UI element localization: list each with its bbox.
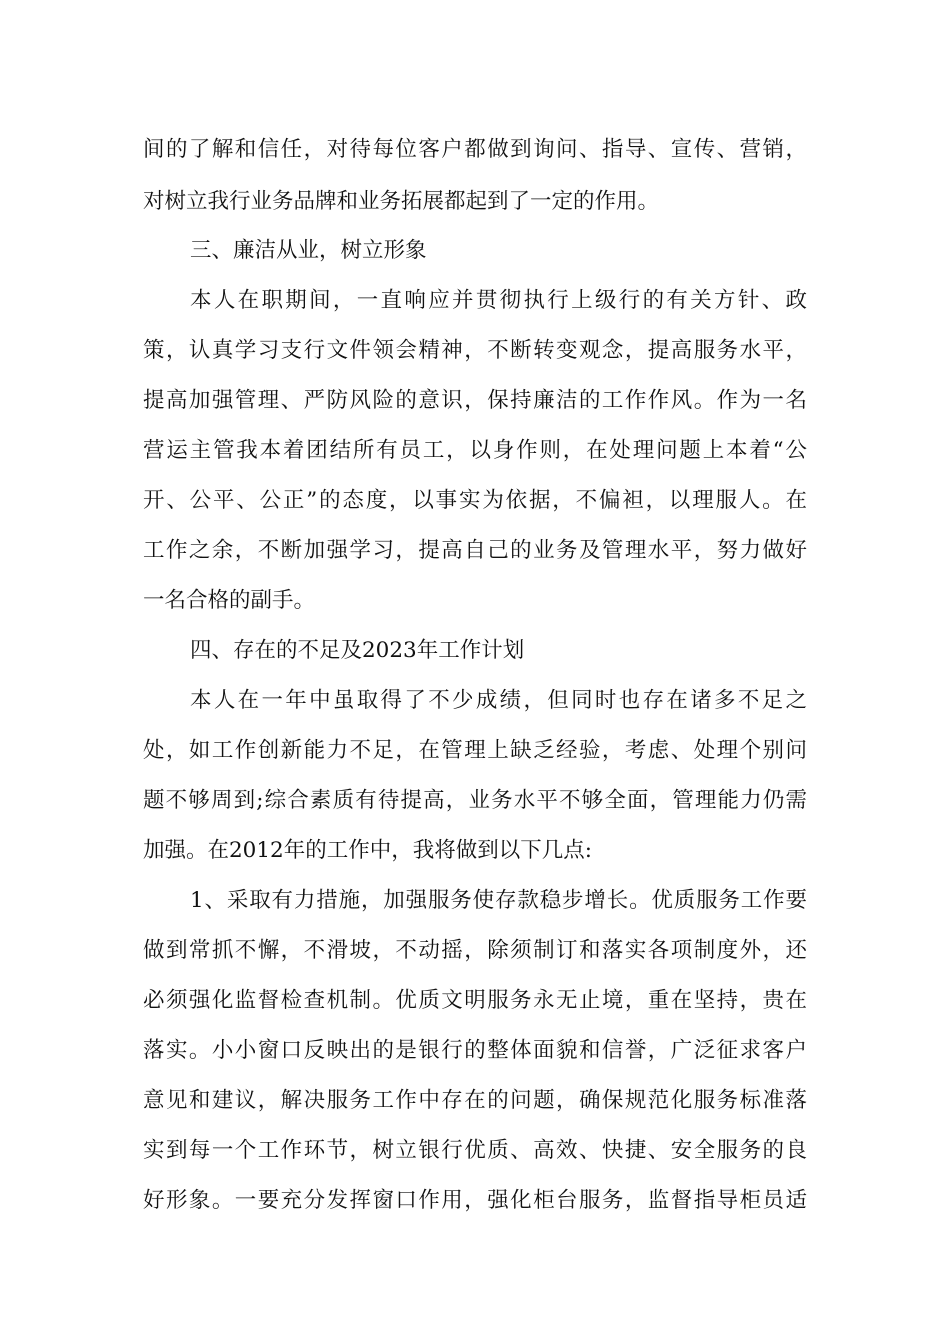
paragraph-line: 间的了解和信任，对待每位客户都做到询问、指导、宣传、营销，	[143, 137, 807, 162]
paragraph-line: 策，认真学习支行文件领会精神，不断转变观念，提高服务水平，	[143, 338, 807, 363]
section-heading: 四、存在的不足及2023年工作计划	[190, 638, 525, 663]
paragraph-line: 营运主管我本着团结所有员工，以身作则，在处理问题上本着“公	[143, 438, 807, 463]
paragraph-line: 一名合格的副手。	[143, 588, 316, 613]
paragraph-line: 实到每一个工作环节，树立银行优质、高效、快捷、安全服务的良	[143, 1138, 807, 1163]
paragraph-line: 题不够周到;综合素质有待提高，业务水平不够全面，管理能力仍需	[143, 788, 807, 813]
paragraph-line: 加强。在2012年的工作中，我将做到以下几点:	[143, 838, 592, 863]
paragraph-line: 落实。小小窗口反映出的是银行的整体面貌和信誉，广泛征求客户	[143, 1038, 807, 1063]
paragraph-line: 做到常抓不懈，不滑坡，不动摇，除须制订和落实各项制度外，还	[143, 938, 807, 963]
section-heading: 三、廉洁从业，树立形象	[190, 238, 427, 263]
paragraph-line: 1、采取有力措施，加强服务使存款稳步增长。优质服务工作要	[190, 888, 807, 913]
paragraph-line: 意见和建议，解决服务工作中存在的问题，确保规范化服务标准落	[143, 1088, 807, 1113]
paragraph-line: 必须强化监督检查机制。优质文明服务永无止境，重在坚持，贵在	[143, 988, 807, 1013]
paragraph-line: 本人在一年中虽取得了不少成绩，但同时也存在诸多不足之	[190, 688, 807, 713]
paragraph-line: 提高加强管理、严防风险的意识，保持廉洁的工作作风。作为一名	[143, 388, 807, 413]
paragraph-line: 本人在职期间，一直响应并贯彻执行上级行的有关方针、政	[190, 288, 807, 313]
paragraph-line: 工作之余，不断加强学习，提高自己的业务及管理水平，努力做好	[143, 538, 807, 563]
paragraph-line: 对树立我行业务品牌和业务拓展都起到了一定的作用。	[143, 189, 660, 214]
paragraph-line: 好形象。一要充分发挥窗口作用，强化柜台服务，监督指导柜员适	[143, 1188, 807, 1213]
paragraph-line: 开、公平、公正”的态度，以事实为依据，不偏袒，以理服人。在	[143, 488, 807, 513]
paragraph-line: 处，如工作创新能力不足，在管理上缺乏经验，考虑、处理个别问	[143, 738, 807, 763]
